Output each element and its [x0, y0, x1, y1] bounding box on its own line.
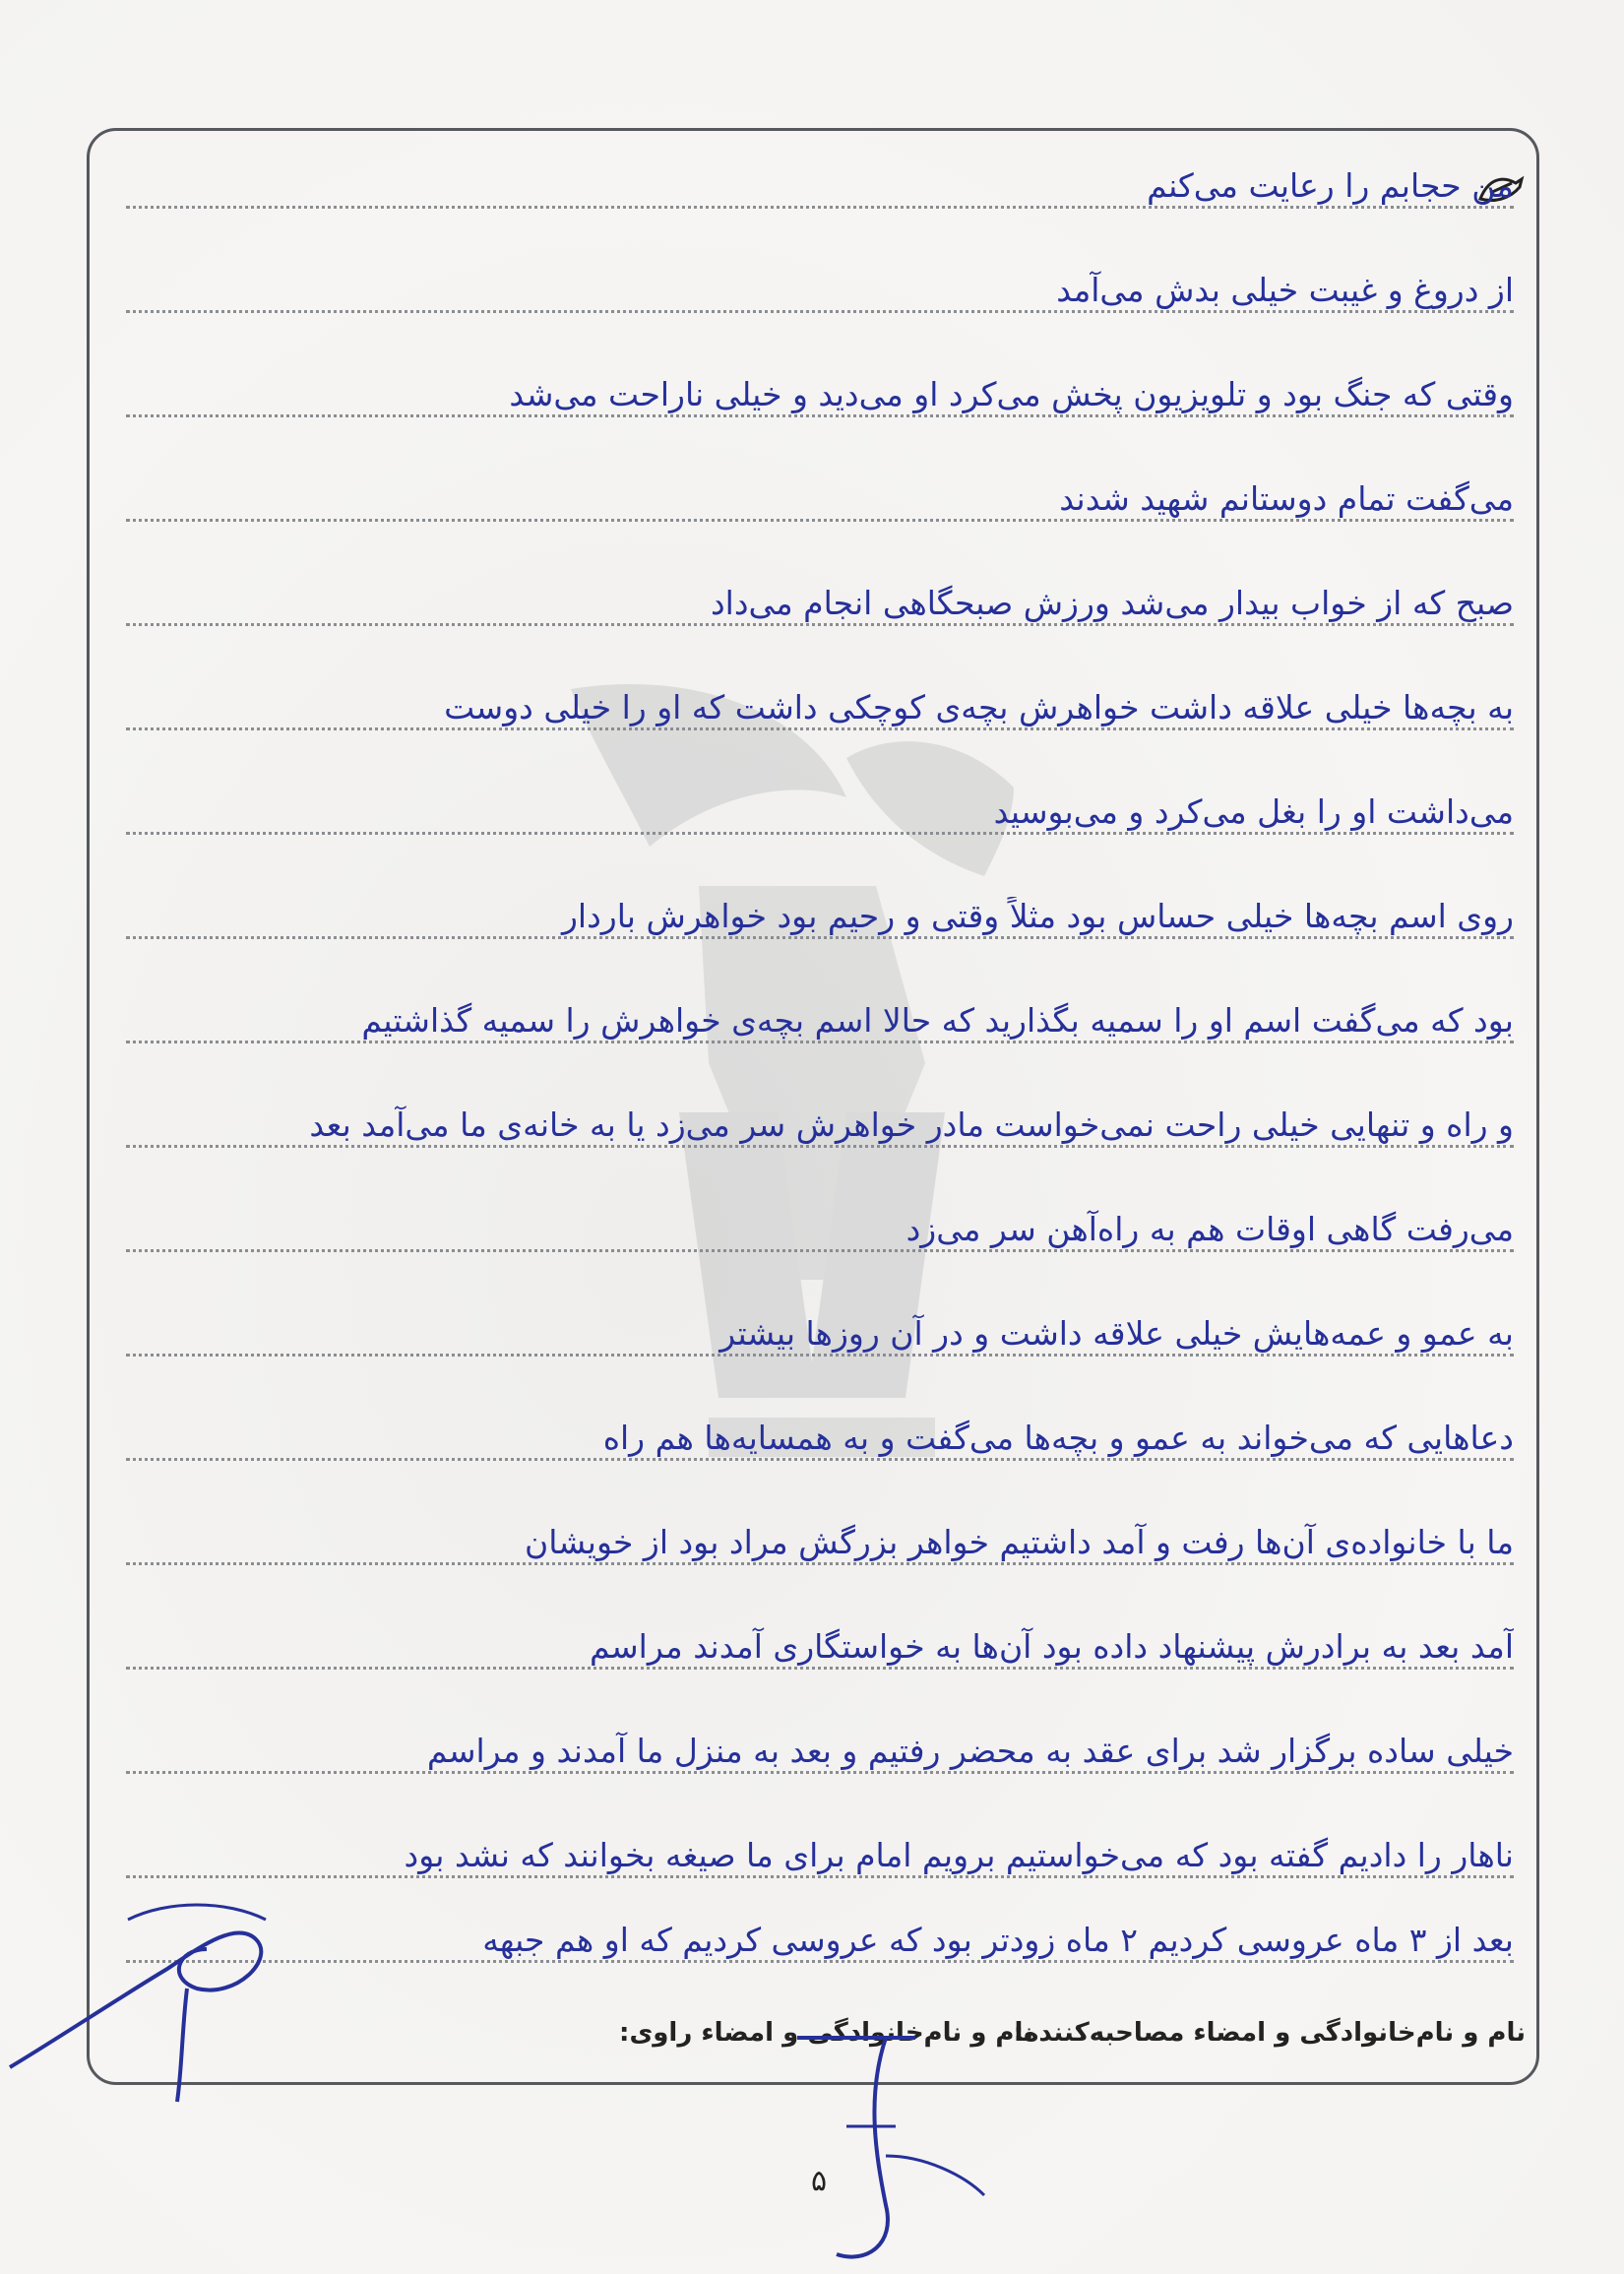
- text-line-5: صبح که از خواب بیدار می‌شد ورزش صبحگاهی انجام می‌داد: [106, 545, 1514, 640]
- dotted-rule: [126, 1562, 1514, 1565]
- dotted-rule: [126, 1354, 1514, 1357]
- dotted-rule: [126, 1771, 1514, 1774]
- dotted-rule: [126, 1041, 1514, 1043]
- dotted-rule: [126, 1249, 1514, 1252]
- text-line-8: روی اسم بچه‌ها خیلی حساس بود مثلاً وقتی و رحیم بود خواهرش باردار: [106, 858, 1514, 953]
- text-line-2: از دروغ و غیبت خیلی بدش می‌آمد: [106, 232, 1514, 327]
- text-line-7: می‌داشت او را بغل می‌کرد و می‌بوسید: [106, 754, 1514, 849]
- text-line-4: می‌گفت تمام دوستانم شهید شدند: [106, 441, 1514, 536]
- text-line-12: به عمو و عمه‌هایش خیلی علاقه داشت و در آن روزها بیشتر: [106, 1276, 1514, 1370]
- dotted-rule: [126, 1875, 1514, 1878]
- dotted-rule: [126, 519, 1514, 522]
- dotted-rule: [126, 623, 1514, 626]
- dotted-rule: [126, 832, 1514, 835]
- text-line-18: بعد از ۳ ماه عروسی کردیم ۲ ماه زودتر بود که عروسی کردیم که او هم جبهه: [106, 1882, 1514, 1977]
- text-line-1: من حجابم را رعایت می‌کنم: [106, 128, 1514, 222]
- narrator-label: نام و نام‌خانوادگی و امضاء راوی:: [619, 2018, 1033, 2048]
- dotted-rule: [126, 1667, 1514, 1670]
- dotted-rule: [126, 310, 1514, 313]
- text-line-6: به بچه‌ها خیلی علاقه داشت خواهرش بچه‌ی کوچکی داشت که او را خیلی دوست: [106, 650, 1514, 744]
- text-line-3: وقتی که جنگ بود و تلویزیون پخش می‌کرد او می‌دید و خیلی ناراحت می‌شد: [106, 337, 1514, 431]
- dotted-rule: [126, 414, 1514, 417]
- text-line-10: و راه و تنهایی خیلی راحت نمی‌خواست مادر خواهرش سر می‌زد یا به خانه‌ی ما می‌آمد بعد: [106, 1067, 1514, 1162]
- page-number: ۵: [810, 2164, 828, 2198]
- dotted-rule: [126, 727, 1514, 730]
- text-line-14: ما با خانواده‌ی آن‌ها رفت و آمد داشتیم خواهر بزرگش مراد بود از خویشان: [106, 1484, 1514, 1579]
- dotted-rule: [126, 1458, 1514, 1461]
- text-line-11: می‌رفت گاهی اوقات هم به راه‌آهن سر می‌زد: [106, 1171, 1514, 1266]
- dotted-rule: [126, 1960, 1514, 1963]
- dotted-rule: [126, 206, 1514, 209]
- interviewer-label: نام و نام‌خانوادگی و امضاء مصاحبه‌کننده:: [1013, 2018, 1526, 2048]
- text-line-17: ناهار را دادیم گفته بود که می‌خواستیم برویم امام برای ما صیغه بخوانند که نشد بود: [106, 1798, 1514, 1892]
- dotted-rule: [126, 936, 1514, 939]
- text-line-15: آمد بعد به برادرش پیشنهاد داده بود آن‌ها به خواستگاری آمدند مراسم: [106, 1589, 1514, 1683]
- text-line-13: دعا‌هایی که می‌خواند به عمو و بچه‌ها می‌گفت و به همسایه‌ها هم راه: [106, 1380, 1514, 1475]
- text-line-9: بود که می‌گفت اسم او را سمیه بگذارید که حالا اسم بچه‌ی خواهرش را سمیه گذاشتیم: [106, 963, 1514, 1057]
- narrator-signature: [0, 1880, 315, 2107]
- interviewer-signature: [778, 2008, 994, 2274]
- dotted-rule: [126, 1145, 1514, 1148]
- text-line-16: خیلی ساده برگزار شد برای عقد به محضر رفتیم و بعد به منزل ما آمدند و مراسم: [106, 1693, 1514, 1788]
